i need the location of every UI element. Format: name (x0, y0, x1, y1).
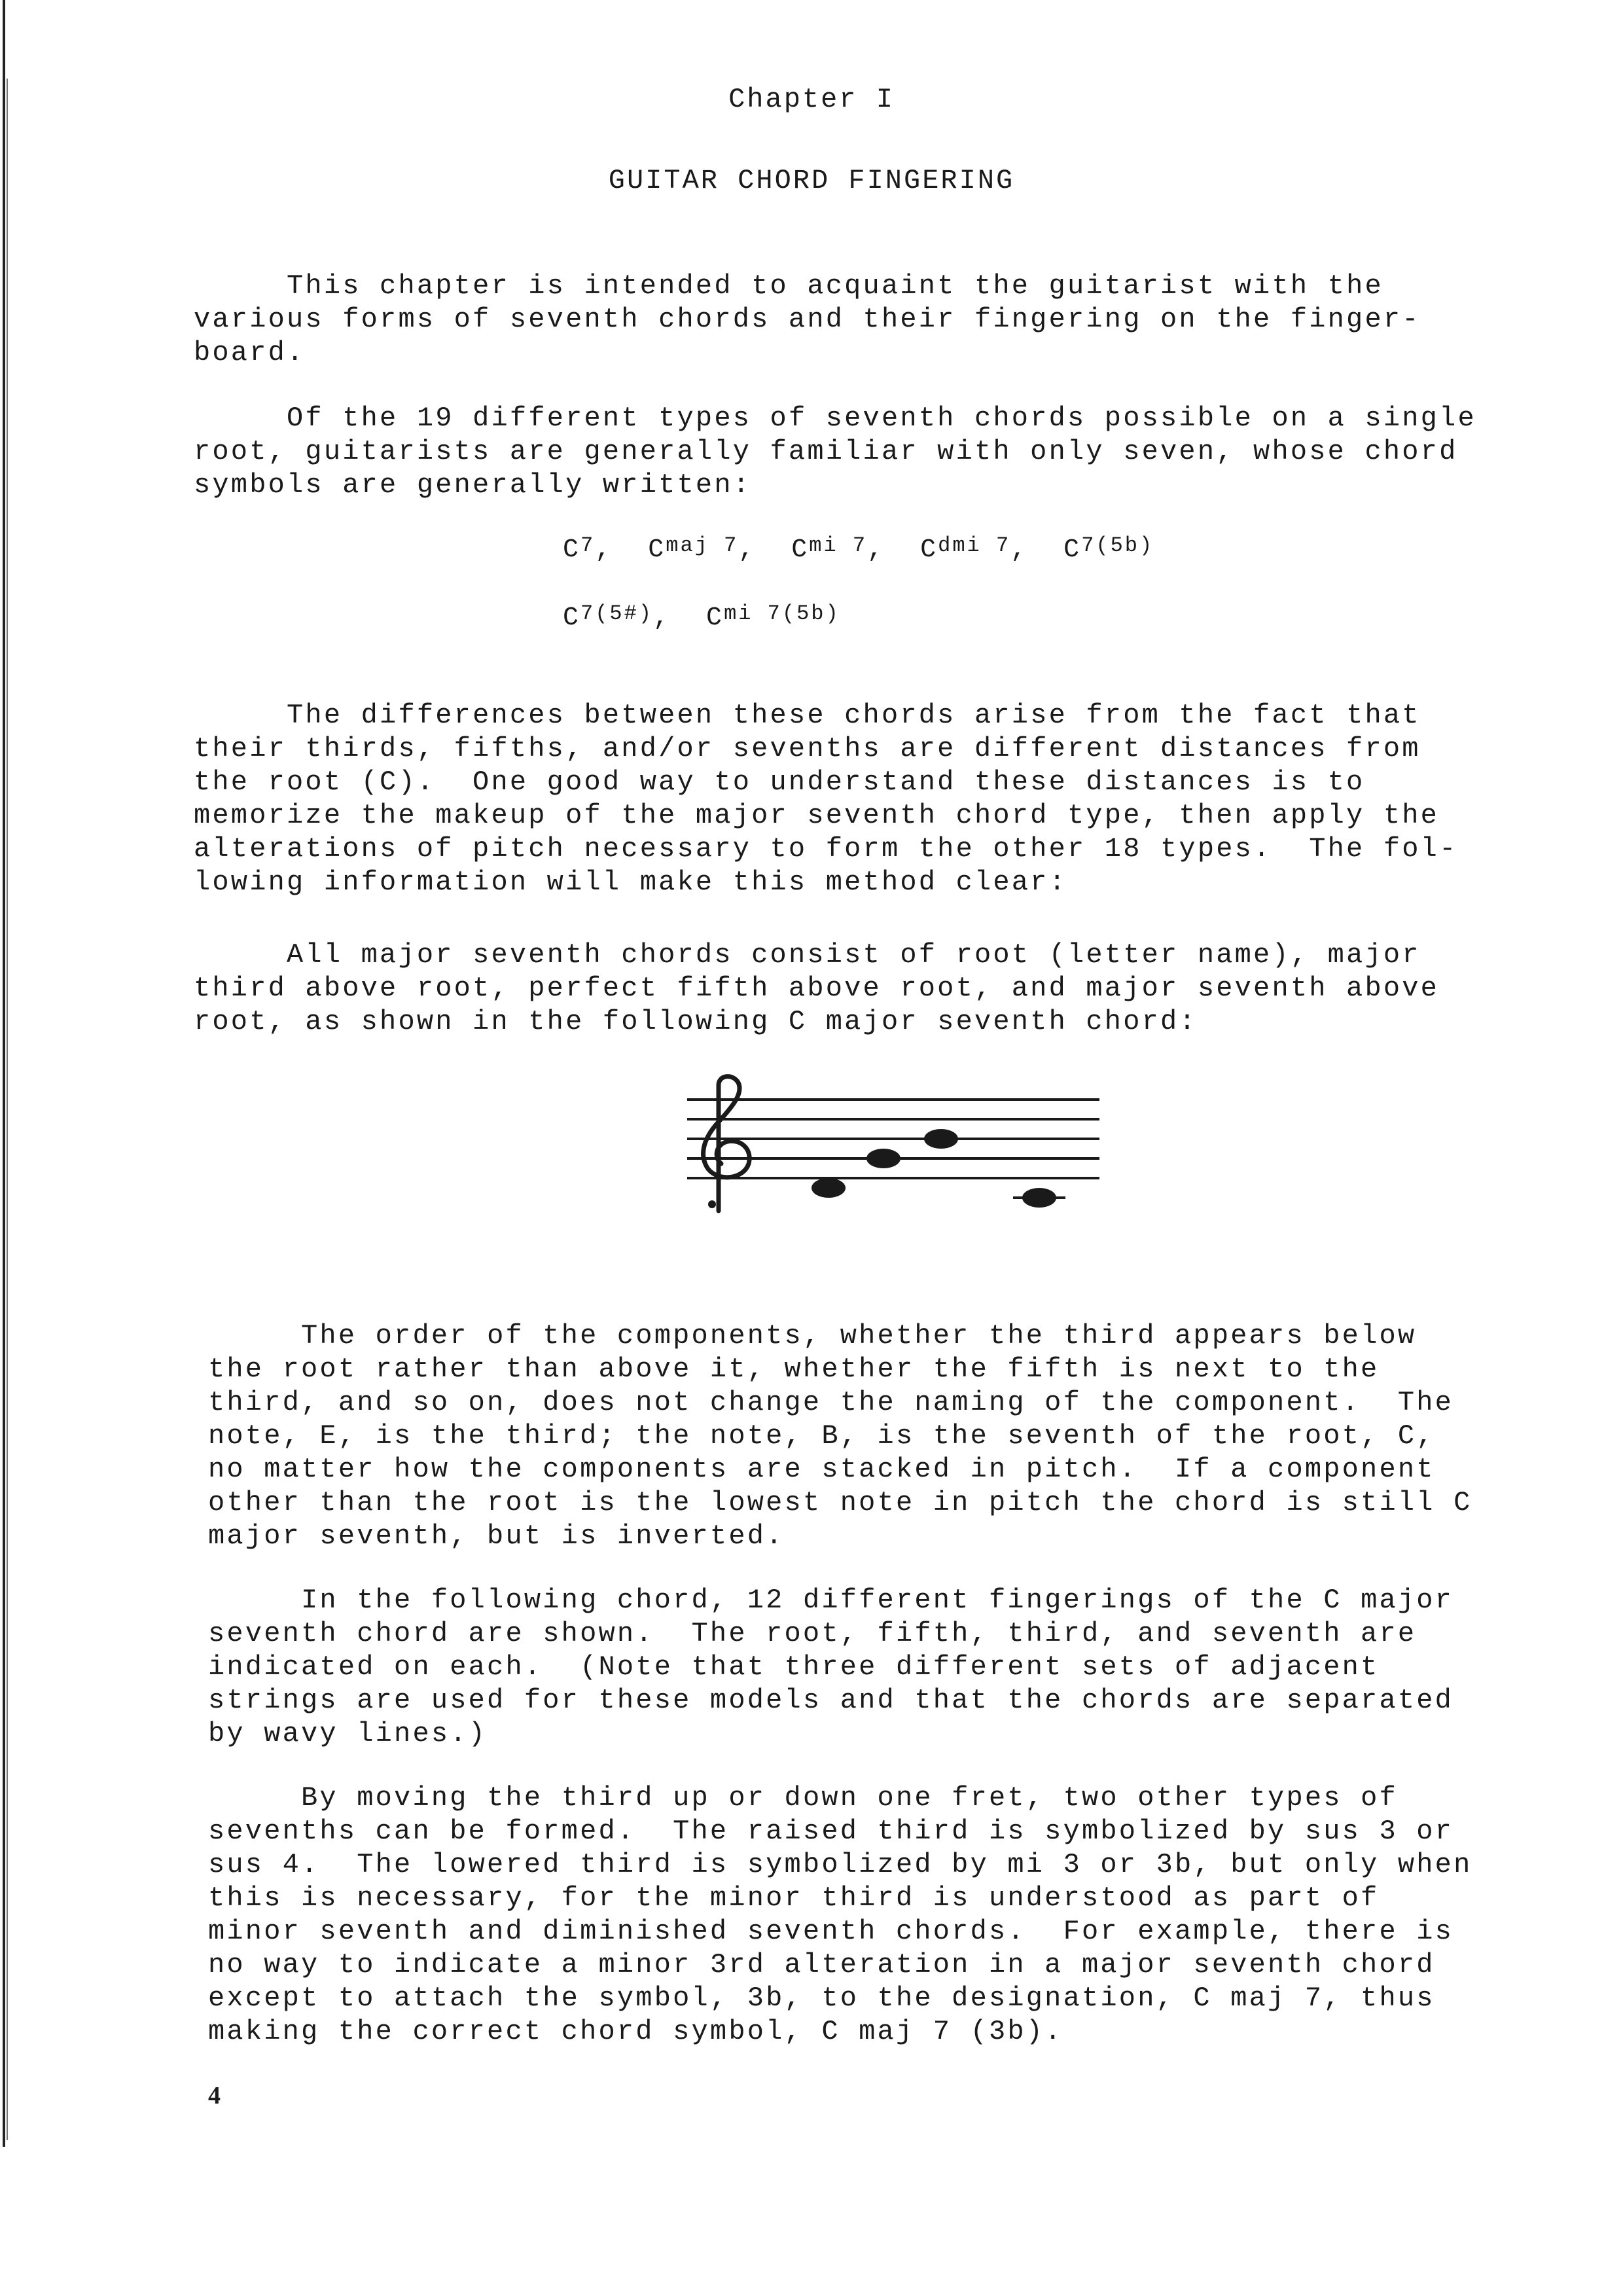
chord-root-letter: C (920, 535, 938, 565)
chapter-heading: Chapter I (728, 84, 895, 115)
chapter-title: GUITAR CHORD FINGERING (608, 165, 1015, 196)
chord-quality: dmi 7 (938, 533, 1011, 558)
chord-symbol (791, 535, 920, 565)
chord-quality: maj 7 (666, 533, 739, 558)
chord-root-letter: C (706, 603, 724, 633)
chord-root-letter: C (563, 535, 581, 565)
chord-separator: , (653, 603, 707, 633)
treble-clef-icon (704, 1077, 750, 1211)
page-number: 4 (208, 2082, 221, 2109)
chord-symbols-line-1 (563, 535, 1154, 565)
chord-symbol (648, 535, 791, 565)
chord-separator: , (595, 535, 649, 565)
chord-symbol (563, 603, 706, 633)
chord-symbol (706, 603, 840, 633)
chord-symbol (563, 535, 648, 565)
chord-symbols-line-2 (563, 603, 840, 633)
paragraph-component-order: The order of the components, whether the third appears below the root rather than above it, whether the fifth is next to the third, and so on, does not change the naming of the component. The note, E, is the third; the note, B, is the seventh of the root, C, no matter how the components are stacked in pitch. If a component other than the root is the lowest note in pitch the chord is still C major seventh, but is inverted. (208, 1320, 1472, 1552)
chord-separator: , (867, 535, 921, 565)
chord-quality: mi 7(5b) (724, 601, 840, 626)
chord-root-letter: C (791, 535, 810, 565)
chord-root-letter: C (1063, 535, 1082, 565)
c-major-seventh-staff (681, 1073, 1099, 1224)
paragraph-intro: This chapter is intended to acquaint the guitarist with the various forms of seventh chords and their fingering on the finger- board. (194, 270, 1421, 368)
chord-quality: mi 7 (809, 533, 868, 558)
chord-root-letter: C (563, 603, 581, 633)
chord-separator: , (1010, 535, 1064, 565)
paragraph-differences: The differences between these chords arise from the fact that their thirds, fifths, and/or sevenths are different distances from the root (C). One good way to understand these distances is to memorize the makeup of the major seventh chord type, then apply the alterations of pitch necessary to form the other 18 types. The fol- lowing information will make this method clear: (194, 700, 1458, 898)
chord-symbol (1063, 535, 1154, 565)
paragraph-third-alteration: By moving the third up or down one fret, two other types of sevenths can be formed. The raised third is symbolized by sus 3 or sus 4. The lowered third is symbolized by mi 3 or 3b, but only when this is necessary, for the minor third is understood as part of minor seventh and diminished seventh chords. For example, there is no way to indicate a minor 3rd alteration in a major seventh chord except to attach the symbol, 3b, to the designation, C maj 7, thus making the correct chord symbol, C maj 7 (3b). (208, 1782, 1472, 2047)
chord-quality: 7(5#) (580, 601, 654, 626)
note-G (866, 1149, 901, 1168)
paragraph-major-seventh: All major seventh chords consist of root (letter name), major third above root, perfect fifth above root, and major seventh above root, as shown in the following C major seventh chord: (194, 939, 1440, 1037)
chord-root-letter: C (648, 535, 666, 565)
note-E (812, 1178, 846, 1198)
chord-quality: 7 (580, 533, 596, 558)
chord-quality: 7(5b) (1081, 533, 1154, 558)
paragraph-fingerings: In the following chord, 12 different fingerings of the C major seventh chord are shown. The root, fifth, third, and seventh are indicated on each. (Note that three different sets of adjacent strings are used for these models and that the chords are separated by wavy lines.) (208, 1585, 1454, 1749)
staff-notes (812, 1129, 1065, 1208)
chord-symbol (920, 535, 1063, 565)
paragraph-seventh-types: Of the 19 different types of seventh chords possible on a single root, guitarists are generally familiar with only seven, whose chord symbols are generally written: (194, 403, 1476, 501)
chord-separator: , (738, 535, 792, 565)
note-B (924, 1129, 958, 1149)
